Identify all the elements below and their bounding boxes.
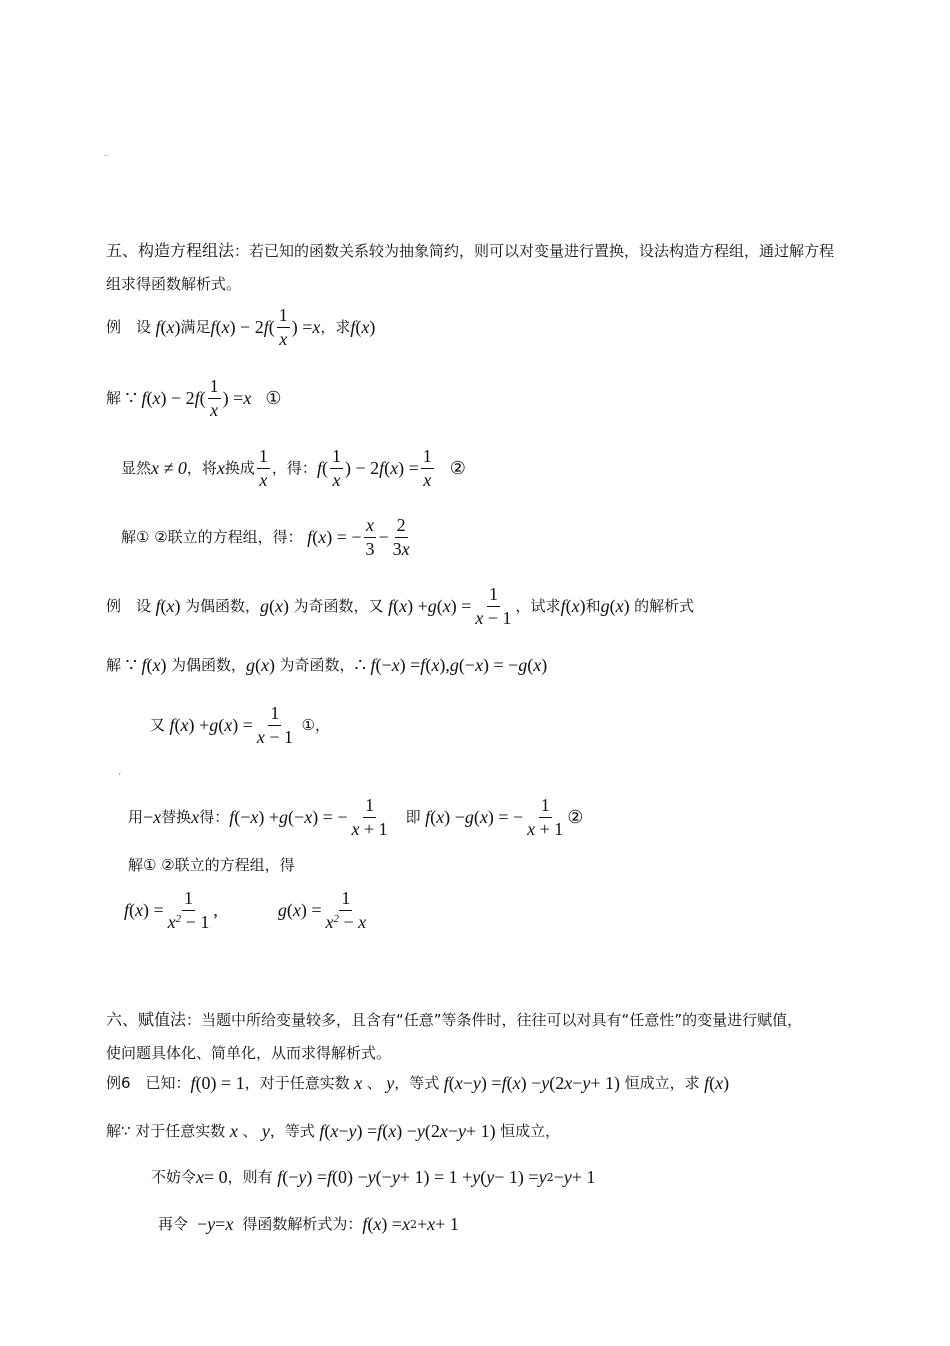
example-6-result: 再令 − y = x 得函数解析式为： f ( x ) = x 2 + x + 1 [158, 1214, 459, 1234]
example-1-statement: 例 设 f ( x ) 满足 f ( x ) − 2 f ( $\frac{1}{x}$ ) = x ，求 f ( x ) [106, 305, 376, 349]
section-6-intro-line1: ：当题中所给变量较多，且含有“任意”等条件时，往往可以对具有“任意性”的变量进行赋值， [186, 1011, 803, 1029]
example-2-eq1: 又 f ( x ) + g ( x ) = $\frac{1}{x - 1}$ ①， [150, 703, 330, 747]
section-5-title: 五、构造方程组法 [106, 241, 235, 260]
example-6-let-zero: 不妨令 x = 0 ，则有 f (− y ) = f (0) − y (− y + 1) = 1 + y ( y − 1) = y 2 − y + 1 [151, 1167, 596, 1187]
example-1-substitution: 显然 x ≠ 0 ，将 x 换成 $\frac{1}{x}$ ，得： f ( $\frac{1}{x}$ ) − 2 f ( x ) = $\frac{1}{x}$ ② [121, 446, 466, 490]
example-6-statement: 例6 已知： f (0) = 1 ，对于任意实数 x 、 y ，等式 f ( x − y ) = f ( x ) − y (2 x − y + 1) 恒成立，求 f ( x ) [106, 1073, 730, 1093]
example-2-solution-line1: 解 ∵ f ( x ) 为偶函数， g ( x ) 为奇函数， ∴ f (− x ) = f ( x ), g (− x ) = − g ( x ) [106, 655, 548, 675]
section-6-intro [106, 1012, 802, 1028]
example-6-solution-line1: 解∵ 对于任意实数 x 、 y ，等式 f ( x − y ) = f ( x ) − y (2 x − y + 1) 恒成立， [106, 1121, 561, 1141]
page-mark-quote: ‘ [118, 772, 122, 783]
example-2-result: f ( x ) = $\frac{1}{x^2 - 1}$ , g ( x ) = $\frac{1}{x^2 - x}$ [124, 888, 367, 932]
example-2-solve-text: 解① ②联立的方程组，得 [128, 856, 295, 874]
section-6-title: 六、赋值法 [106, 1010, 187, 1029]
example-2-substitution: 用 − x 替换 x 得： f (− x ) + g (− x ) = − $\frac{1}{x + 1}$ 即 f ( x ) − g ( x ) = − $\frac{1}{x + 1}$ ② [128, 795, 584, 839]
example-1-solution-eq1: 解 ∵ f ( x ) − 2 f ( $\frac{1}{x}$ ) = x ① [106, 376, 282, 420]
section-5-intro-line2: 组求得函数解析式。 [106, 275, 242, 293]
section-5-intro [106, 243, 834, 259]
page-mark-dash: _ [104, 145, 109, 156]
example-1-result: 解① ②联立的方程组，得： f ( x ) = − $\frac{x}{3}$ − $\frac{2}{3x}$ [121, 515, 410, 559]
example-2-statement: 例 设 f ( x ) 为偶函数， g ( x ) 为奇函数，又 f ( x ) + g ( x ) = $\frac{1}{x - 1}$ ，试求 f ( x ) 和 g ( x ) 的解析式 [106, 584, 695, 628]
section-5-intro-line1: ：若已知的函数关系较为抽象简约，则可以对变量进行置换，设法构造方程组，通过解方程 [234, 242, 835, 260]
section-6-intro-line2: 使问题具体化、简单化，从而求得解析式。 [106, 1044, 392, 1062]
